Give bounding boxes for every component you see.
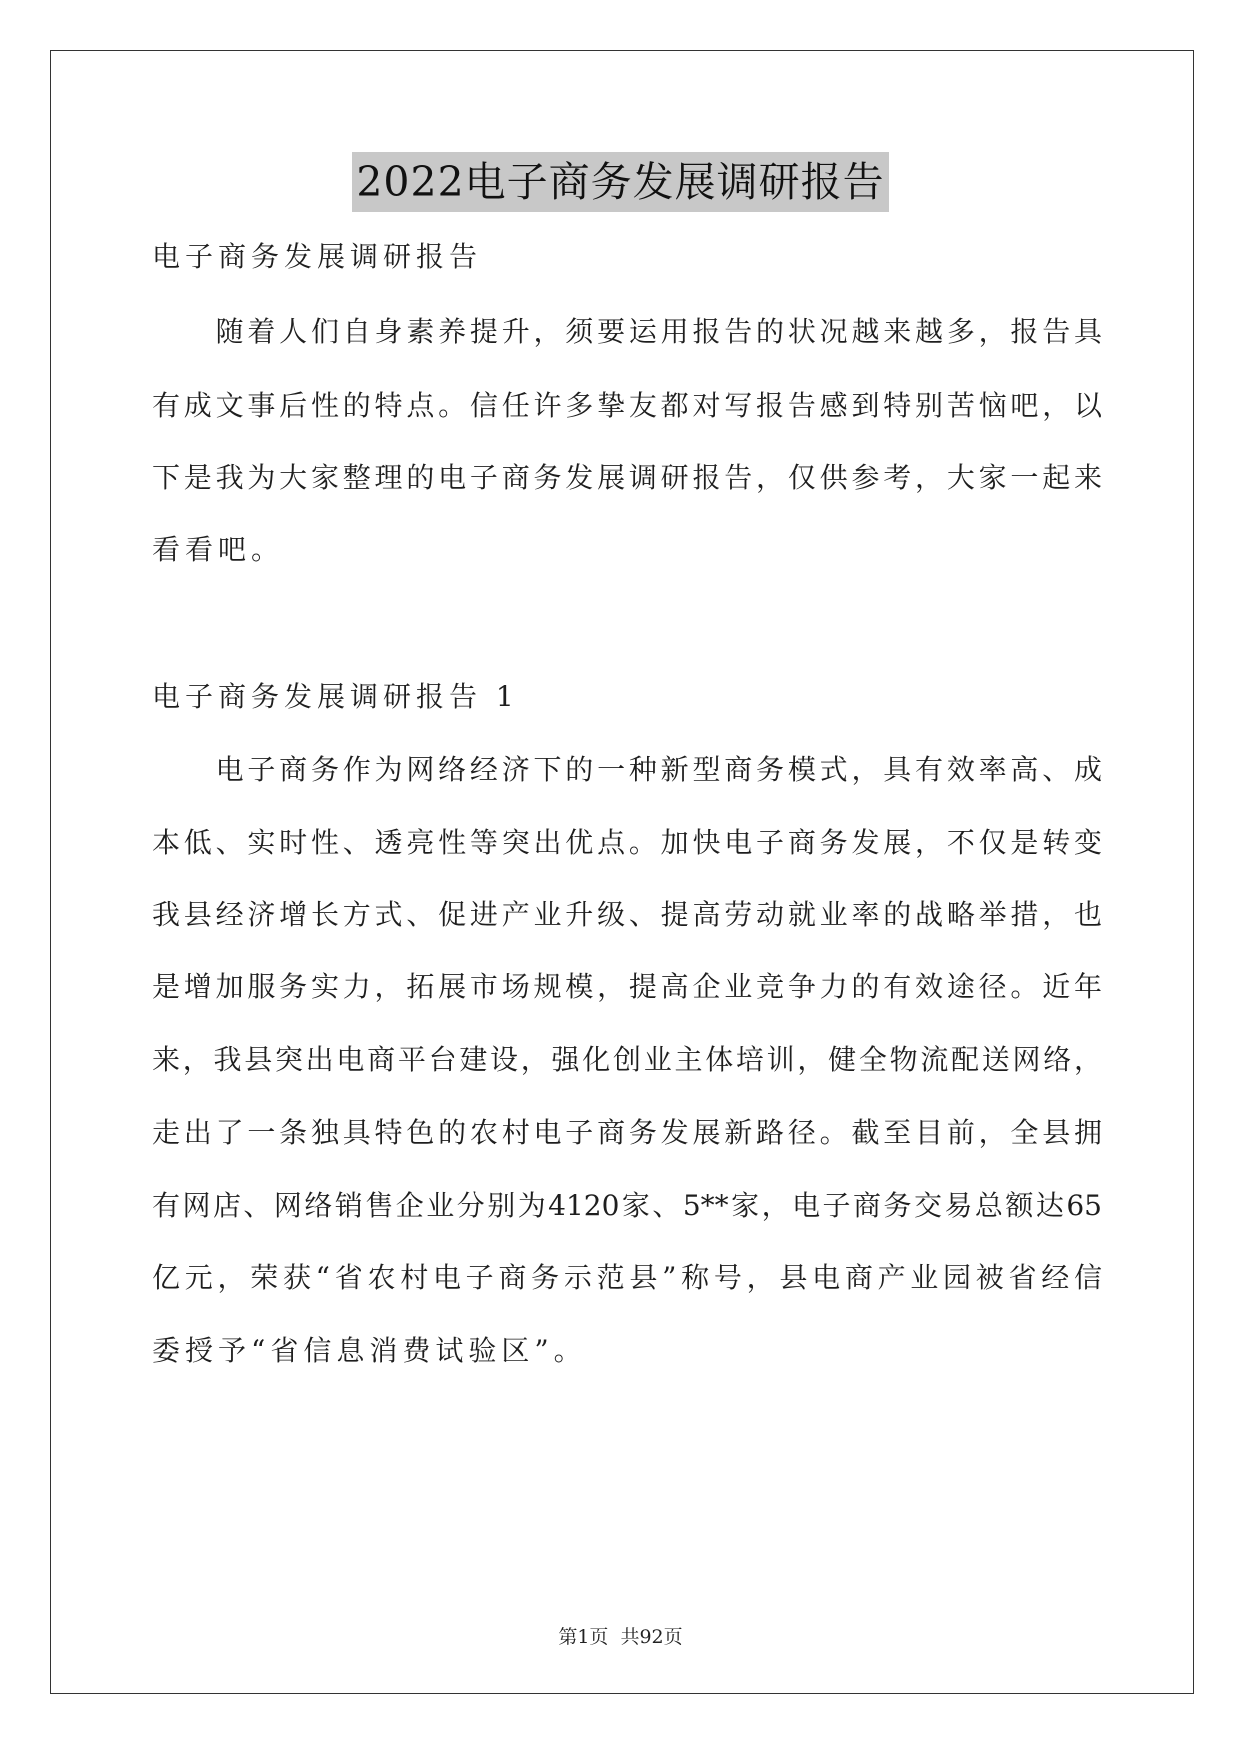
paragraph-line: 有成文事后性的特点。信任许多挚友都对写报告感到特别苦恼吧，以	[152, 389, 1102, 422]
paragraph-line: 看看吧。	[152, 533, 285, 566]
document-title: 2022电子商务发展调研报告	[352, 152, 888, 212]
section-heading: 电子商务发展调研报告	[152, 240, 483, 273]
page-footer	[0, 1625, 1241, 1649]
paragraph-line: 我县经济增长方式、促进产业升级、提高劳动就业率的战略举措，也	[152, 898, 1102, 931]
page-total: 共92页	[620, 1626, 683, 1648]
page-number: 第1页	[558, 1626, 609, 1648]
paragraph-line: 下是我为大家整理的电子商务发展调研报告，仅供参考，大家一起来	[152, 461, 1102, 494]
paragraph-line: 有网店、网络销售企业分别为4120家、5**家，电子商务交易总额达65	[152, 1189, 1102, 1222]
paragraph-line: 亿元，荣获“省农村电子商务示范县”称号，县电商产业园被省经信	[152, 1261, 1102, 1294]
title-wrap	[0, 152, 1241, 212]
page-border	[50, 50, 1194, 1694]
paragraph-line: 是增加服务实力，拓展市场规模，提高企业竞争力的有效途径。近年	[152, 970, 1102, 1003]
paragraph-line: 本低、实时性、透亮性等突出优点。加快电子商务发展，不仅是转变	[152, 826, 1102, 859]
paragraph-line: 走出了一条独具特色的农村电子商务发展新路径。截至目前，全县拥	[152, 1116, 1102, 1149]
section-heading: 电子商务发展调研报告 1	[152, 680, 519, 713]
paragraph-line: 来，我县突出电商平台建设，强化创业主体培训，健全物流配送网络，	[152, 1043, 1102, 1076]
paragraph-line: 电子商务作为网络经济下的一种新型商务模式，具有效率高、成	[152, 753, 1102, 786]
paragraph-line: 委授予“省信息消费试验区”。	[152, 1334, 587, 1367]
paragraph-line: 随着人们自身素养提升，须要运用报告的状况越来越多，报告具	[152, 315, 1102, 348]
